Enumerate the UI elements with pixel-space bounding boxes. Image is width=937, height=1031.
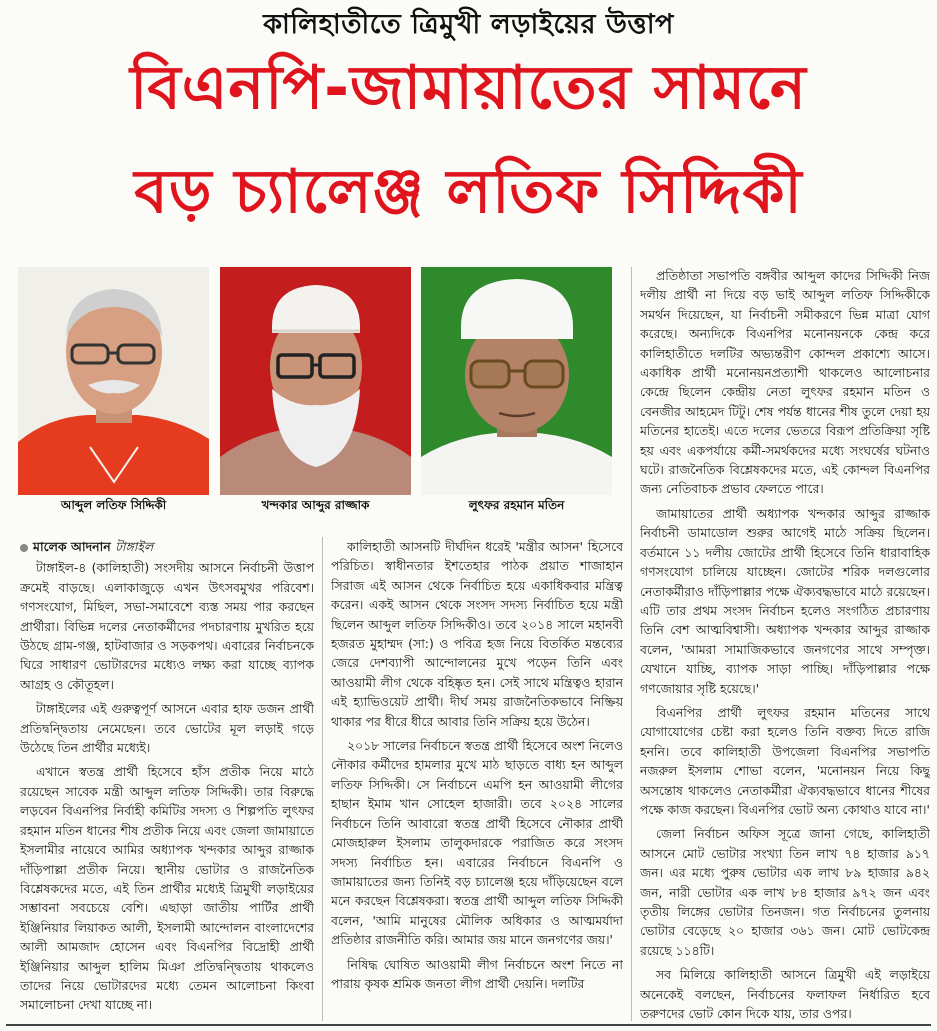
caption-photo-1: আব্দুল লতিফ সিদ্দিকী — [60, 498, 167, 512]
paragraph: নিষিদ্ধ ঘোষিত আওয়ামী লীগ নির্বাচনে অংশ নিতে না পারায় কৃষক শ্রমিক জনতা লীগ প্রার্থী দেয়নি। দলটির — [331, 956, 623, 991]
bottom-rule — [6, 1024, 931, 1029]
caption-photo-2: খন্দকার আব্দুর রাজ্জাক — [261, 498, 370, 512]
paragraph: ২০১৮ সালের নির্বাচনে স্বতন্ত্র প্রার্থী হিসেবে অংশ নিলেও নৌকার কর্মীদের হামলার মুখে মাঠ ছাড়তে বাধ্য হন আব্দুল লতিফ সিদ্দিকী। সে নির্বাচনে এমপি হন আওয়ামী লীগের হাছান ইমাম খান সোহেল হাজারী। তবে ২০২৪ সালের নির্বাচনে তিনি আবারো স্বতন্ত্র প্রার্থী হিসেবে নৌকার প্রার্থী মোজহারুল ইসলাম তালুকদারকে পরাজিত করে সংসদ সদস্য নির্বাচিত হন। এবারের নির্বাচনে বিএনপি ও জামায়াতের জন্য তিনিই বড় চ্যালেঞ্জ হয়ে দাঁড়িয়েছেন বলে মনে করছেন বিশ্লেষকরা। স্বতন্ত্র প্রার্থী আব্দুল লতিফ সিদ্দিকী বলেন, 'আমি মানুষের মৌলিক অধিকার ও আত্মমর্যাদা প্রতিষ্ঠার রাজনীতি করি। আমার জয় মানে জনগণের জয়।' — [331, 738, 623, 948]
article-column-2 — [331, 537, 623, 1021]
reporter-location: টাঙ্গাইল — [115, 539, 154, 554]
headline-line-2: বড় চ্যালেঞ্জ লতিফ সিদ্দিকী — [134, 157, 803, 227]
kicker-title: কালিহাতীতে ত্রিমুখী লড়াইয়ের উত্তাপ — [263, 9, 674, 40]
headline-line-1: বিএনপি-জামায়াতের সামনে — [130, 53, 807, 123]
paragraph: জেলা নির্বাচন অফিস সূত্রে জানা গেছে, কালিহাতী আসনে মোট ভোটার সংখ্যা তিন লাখ ৭৪ হাজার ৯১৭ জন। এর মধ্যে পুরুষ ভোটার এক লাখ ৮৯ হাজার ৯৪২ জন, নারী ভোটার এক লাখ ৮৪ হাজার ৯৭২ জন এবং তৃতীয় লিঙ্গের ভোটার তিনজন। গত নির্বাচনের তুলনায় ভোটার বেড়েছে ২০ হাজার ৩৬১ জন। মোট ভোটকেন্দ্র রয়েছে ১১৪টি। — [640, 826, 930, 958]
paragraph: এখানে স্বতন্ত্র প্রার্থী হিসেবে হাঁস প্রতীক নিয়ে মাঠে রয়েছেন সাবেক মন্ত্রী আব্দুল লতিফ সিদ্দিকী। তার বিরুদ্ধে লড়বেন বিএনপির নির্বাহী কমিটির সদস্য ও শিল্পপতি লুৎফর রহমান মতিন ধানের শীষ প্রতীক নিয়ে এবং জেলা জামায়াতে ইসলামীর নায়েবে আমির অধ্যাপক খন্দকার আব্দুর রাজ্জাক দাঁড়িপাল্লা প্রতীক নিয়ে। স্থানীয় ভোটার ও রাজনৈতিক বিশ্লেষকদের মতে, এই তিন প্রার্থীর মধ্যেই ত্রিমুখী লড়াইয়ের সম্ভাবনা সবচেয়ে বেশি। এছাড়া জাতীয় পার্টির প্রার্থী ইঞ্জিনিয়ার লিয়াকত আলী, ইসলামী আন্দোলন বাংলাদেশের আলী আমজাদ হোসেন এবং বিএনপির বিদ্রোহী প্রার্থী ইঞ্জিনিয়ার আব্দুল হালিম মিঞা প্রতিদ্বন্দ্বিতায় থাকলেও তাদের নিয়ে ভোটারদের মধ্যে তেমন আলোচনা কিংবা সমালোচনা দেখা যাচ্ছে না। — [20, 764, 314, 1013]
photo-abdul-latif-siddiqui — [18, 267, 209, 495]
bullet-icon — [20, 544, 28, 552]
paragraph: সব মিলিয়ে কালিহাতী আসনে ত্রিমুখী এই লড়াইয়ে অনেকেই বলছেন, নির্বাচনের ফলাফল নির্ধারিত হবে তরুণদের ভোট কোন দিকে যায়, তার ওপর। — [640, 967, 930, 1021]
paragraph: প্রতিষ্ঠাতা সভাপতি বঙ্গবীর আব্দুল কাদের সিদ্দিকী নিজ দলীয় প্রার্থী না দিয়ে বড় ভাই আব্দুল লতিফ সিদ্দিকীকে সমর্থন দিয়েছেন, যা নির্বাচনী সমীকরণে ভিন্ন মাত্রা যোগ করেছে। অন্যদিকে বিএনপির মনোনয়নকে কেন্দ্র করে কালিহাতীতে দলটির অভ্যন্তরীণ কোন্দল প্রকাশ্যে আসে। একাধিক প্রার্থী মনোনয়নপ্রত্যাশী থাকলেও আলোচনার কেন্দ্রে ছিলেন কেন্দ্রীয় নেতা লুৎফর রহমান মতিন ও বেনজীর আহমেদ টিটু। শেষ পর্যন্ত ধানের শীষ তুলে দেয়া হয় মতিনের হাতেই। এতে দলের ভেতরে বিরূপ প্রতিক্রিয়া সৃষ্টি হয় এবং একপর্যায়ে কর্মী-সমর্থকদের মধ্যে সংঘর্ষের ঘটনাও ঘটে। রাজনৈতিক বিশ্লেষকদের মতে, এই কোন্দল বিএনপির জন্য নেতিবাচক প্রভাব ফেলতে পারে। — [640, 268, 930, 497]
paragraph: বিএনপির প্রার্থী লুৎফর রহমান মতিনের সাথে যোগাযোগের চেষ্টা করা হলেও তিনি বক্তব্য দিতে রাজি হননি। তবে কালিহাতী উপজেলা বিএনপির সভাপতি নজরুল ইসলাম শোভা বলেন, 'মনোনয়ন নিয়ে কিছু অসন্তোষ থাকলেও নেতাকর্মীরা ঐক্যবদ্ধভাবে ধানের শীষের পক্ষে কাজ করছেন। বিএনপির ভোট অন্য কোথাও যাবে না।' — [640, 704, 930, 817]
paragraph: টাঙ্গাইলের এই গুরুত্বপূর্ণ আসনে এবার হাফ ডজন প্রার্থী প্রতিদ্বন্দ্বিতায় নেমেছেন। তবে ভোটের মূল লড়াই গড়ে উঠেছে তিন প্রার্থীর মধ্যেই। — [20, 701, 314, 756]
photo-lutfor-rahman-motin — [421, 267, 612, 495]
paragraph: টাঙ্গাইল-৪ (কালিহাতী) সংসদীয় আসনে নির্বাচনী উত্তাপ ক্রমেই বাড়ছে। এলাকাজুড়ে এখন উৎসবমুখর পরিবেশ। গণসংযোগ, মিছিল, সভা-সমাবেশে ব্যস্ত সময় পার করছেন প্রার্থীরা। বিভিন্ন দলের নেতাকর্মীদের পদচারণায় মুখরিত হয়ে উঠছে গ্রাম-গঞ্জ, হাটবাজার ও সড়কপথ। এবারের নির্বাচনকে ঘিরে সাধারণ ভোটারদের মধ্যেও লক্ষ্য করা যাচ্ছে ব্যাপক আগ্রহ ও কৌতূহল। — [20, 560, 314, 692]
column-divider — [322, 537, 323, 1021]
caption-photo-3: লুৎফর রহমান মতিন — [468, 498, 565, 512]
article-column-1 — [20, 537, 314, 1021]
paragraph: জামায়াতের প্রার্থী অধ্যাপক খন্দকার আব্দুর রাজ্জাক নির্বাচনী ডামাডোল শুরুর আগেই মাঠে সক্রিয় ছিলেন। বর্তমানে ১১ দলীয় জোটের প্রার্থী হিসেবে তিনি ধারাবাহিক গণসংযোগ চালিয়ে যাচ্ছেন। জোটের শরিক দলগুলোর নেতাকর্মীরাও দাঁড়িপাল্লার পক্ষে ঐক্যবদ্ধভাবে মাঠে রয়েছেন। এটি তার প্রথম সংসদ নির্বাচন হলেও সংগঠিত প্রচারণায় তিনি বেশ আত্মবিশ্বাসী। অধ্যাপক খন্দকার আব্দুর রাজ্জাক বলেন, 'আমরা সামাজিকভাবে জনগণের সাথে সম্পৃক্ত। যেখানে যাচ্ছি, ব্যাপক সাড়া পাচ্ছি। দাঁড়িপাল্লার পক্ষে গণজোয়ার সৃষ্টি হয়েছে।' — [640, 505, 930, 696]
photo-khondokar-abdur-razzak — [220, 267, 411, 495]
paragraph: কালিহাতী আসনটি দীর্ঘদিন ধরেই 'মন্ত্রীর আসন' হিসেবে পরিচিত। স্বাধীনতার ইশতেহার পাঠক প্রয়াত শাজাহান সিরাজ এই আসন থেকে নির্বাচিত হয়ে একাধিকবার মন্ত্রিত্ব করেন। একই আসন থেকে সংসদ সদস্য নির্বাচিত হয়ে মন্ত্রী ছিলেন আব্দুল লতিফ সিদ্দিকীও। তবে ২০১৪ সালে মহানবী হজরত মুহাম্মদ (সা:) ও পবিত্র হজ নিয়ে বিতর্কিত মন্তব্যের জেরে দেশব্যাপী আন্দোলনের মুখে পড়েন তিনি এবং আওয়ামী লীগ থেকে বহিষ্কৃত হন। সেই সাথে মন্ত্রিত্বও হারান এই হ্যাভিওয়েট প্রার্থী। দীর্ঘ সময় রাজনৈতিকভাবে নিষ্ক্রিয় থাকার পর ধীরে ধীরে আবার তিনি সক্রিয় হয়ে উঠেন। — [331, 539, 623, 729]
reporter-name: মালেক আদনান — [33, 539, 111, 554]
byline — [20, 537, 314, 556]
article-column-3 — [640, 266, 930, 1021]
column-divider — [631, 267, 632, 1021]
